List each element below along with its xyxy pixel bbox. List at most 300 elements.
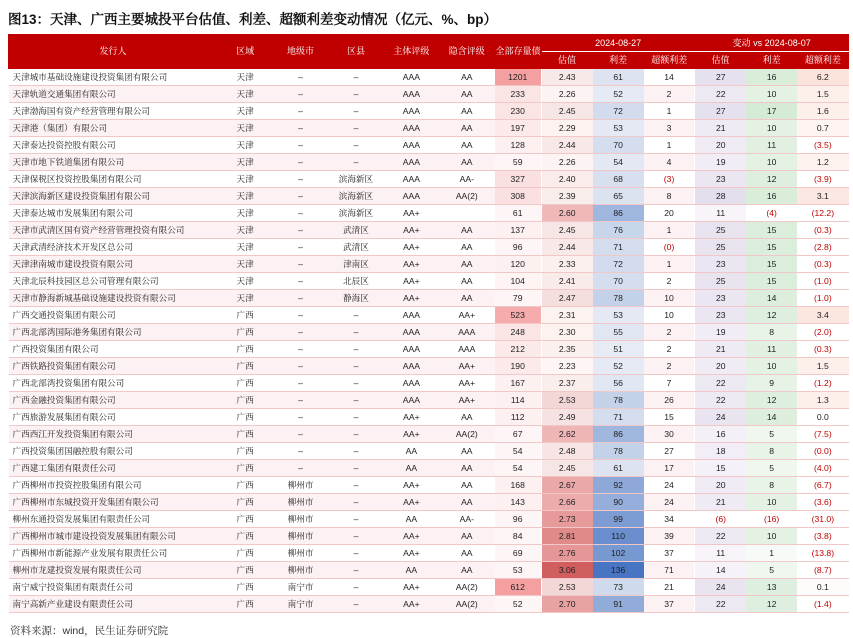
city-cell: – [273,358,328,375]
spread-cell: 51 [593,341,644,358]
spread-change-cell: 9 [746,375,797,392]
valuation-cell: 2.62 [541,426,592,443]
issuer-name: 广西北部湾投资集团有限公司 [9,375,218,392]
implied-rating-cell: AA [439,443,494,460]
district-cell: – [328,324,383,341]
table-row [9,307,849,324]
city-cell: – [273,222,328,239]
valuation-change-cell: 27 [695,103,746,120]
spread-change-cell: 1 [746,545,797,562]
city-cell: – [273,392,328,409]
total-volume-cell: 137 [495,222,542,239]
spread-cell: 136 [593,562,644,579]
table-row [9,290,849,307]
excess-spread-change-cell: (1.4) [797,596,848,613]
implied-rating-cell: AA [439,256,494,273]
spread-cell: 61 [593,69,644,86]
implied-rating-cell: AA(2) [439,596,494,613]
spread-change-cell: 5 [746,426,797,443]
rating-cell: AA+ [384,596,439,613]
implied-rating-cell: AA [439,103,494,120]
implied-rating-cell: AA [439,273,494,290]
page-title: 图13：天津、广西主要城投平台估值、利差、超额利差变动情况（亿元、%、bp） [8,12,498,27]
spread-change-cell: 15 [746,273,797,290]
implied-rating-cell: AA(2) [439,426,494,443]
excess-spread-cell: 14 [644,69,695,86]
issuer-name: 广西北部湾国际港务集团有限公司 [9,324,218,341]
issuer-name: 广西柳州市东城投资开发集团有限公司 [9,494,218,511]
issuer-name: 广西柳州市城市建设投资发展集团有限公司 [9,528,218,545]
excess-spread-change-cell: 1.3 [797,392,848,409]
district-cell: – [328,86,383,103]
spread-change-cell: 15 [746,222,797,239]
valuation-change-cell: 22 [695,86,746,103]
excess-spread-cell: 34 [644,511,695,528]
table-row [9,273,849,290]
header-issuer: 发行人 [9,35,218,69]
rating-cell: AA+ [384,239,439,256]
district-cell: – [328,137,383,154]
excess-spread-change-cell: (0.3) [797,256,848,273]
spread-change-cell: 10 [746,86,797,103]
issuer-name: 广西金融投资集团有限公司 [9,392,218,409]
source-note: 资料来源：wind，民生证券研究院 [10,625,169,637]
district-cell: – [328,392,383,409]
issuer-name: 广西柳州市新能源产业发展有限责任公司 [9,545,218,562]
excess-spread-change-cell: 0.7 [797,120,848,137]
excess-spread-change-cell: (1.0) [797,290,848,307]
issuer-name: 广西投资集团有限公司 [9,341,218,358]
table-row [9,69,849,86]
spread-change-cell: (4) [746,205,797,222]
region-cell: 天津 [217,69,272,86]
district-cell: – [328,409,383,426]
total-volume-cell: 120 [495,256,542,273]
spread-cell: 72 [593,256,644,273]
rating-cell: AA [384,443,439,460]
region-cell: 广西 [217,579,272,596]
total-volume-cell: 96 [495,511,542,528]
region-cell: 广西 [217,494,272,511]
city-cell: – [273,137,328,154]
city-cell: 南宁市 [273,596,328,613]
implied-rating-cell: AA [439,120,494,137]
spread-change-cell: 14 [746,409,797,426]
total-volume-cell: 54 [495,443,542,460]
region-cell: 广西 [217,528,272,545]
issuer-name: 天津渤海国有资产经营管理有限公司 [9,103,218,120]
total-volume-cell: 61 [495,205,542,222]
valuation-cell: 2.26 [541,154,592,171]
table-row [9,545,849,562]
issuer-name: 广西交通投资集团有限公司 [9,307,218,324]
region-cell: 天津 [217,222,272,239]
implied-rating-cell: AA(2) [439,188,494,205]
region-cell: 天津 [217,205,272,222]
valuation-cell: 2.26 [541,86,592,103]
excess-spread-cell: 15 [644,409,695,426]
header-excess-spread: 超额利差 [644,52,695,69]
district-cell: – [328,596,383,613]
rating-cell: AA+ [384,426,439,443]
region-cell: 广西 [217,562,272,579]
excess-spread-cell: 1 [644,222,695,239]
table-row [9,120,849,137]
table-row [9,562,849,579]
spread-cell: 72 [593,103,644,120]
implied-rating-cell: AA [439,409,494,426]
city-cell: – [273,443,328,460]
district-cell: – [328,120,383,137]
spread-cell: 68 [593,171,644,188]
issuer-name: 柳州市龙建投资发展有限责任公司 [9,562,218,579]
excess-spread-cell: 2 [644,273,695,290]
region-cell: 天津 [217,273,272,290]
spread-cell: 91 [593,596,644,613]
implied-rating-cell: AA [439,137,494,154]
implied-rating-cell: AAA [439,324,494,341]
district-cell: 滨海新区 [328,171,383,188]
valuation-change-cell: 27 [695,69,746,86]
spread-cell: 56 [593,375,644,392]
valuation-cell: 2.44 [541,239,592,256]
rating-cell: AAA [384,103,439,120]
total-volume-cell: 327 [495,171,542,188]
excess-spread-cell: 2 [644,358,695,375]
excess-spread-cell: 1 [644,137,695,154]
table-row [9,358,849,375]
region-cell: 天津 [217,154,272,171]
excess-spread-cell: 39 [644,528,695,545]
region-cell: 天津 [217,86,272,103]
excess-spread-change-cell: (3.8) [797,528,848,545]
header-spread: 利差 [593,52,644,69]
excess-spread-change-cell: 1.6 [797,103,848,120]
valuation-change-cell: 25 [695,239,746,256]
implied-rating-cell: AA [439,239,494,256]
table-row [9,528,849,545]
issuer-name: 天津市静海新城基础设施建设投资有限公司 [9,290,218,307]
table-row [9,341,849,358]
total-volume-cell: 54 [495,460,542,477]
issuer-name: 天津泰达投资控股有限公司 [9,137,218,154]
table-row [9,511,849,528]
district-cell: – [328,562,383,579]
implied-rating-cell: AA+ [439,392,494,409]
table-row [9,239,849,256]
rating-cell: AA [384,460,439,477]
valuation-change-cell: 15 [695,460,746,477]
header-change-group: 变动 vs 2024-08-07 [695,35,849,52]
excess-spread-change-cell: (13.8) [797,545,848,562]
valuation-cell: 2.60 [541,205,592,222]
rating-cell: AAA [384,86,439,103]
total-volume-cell: 52 [495,596,542,613]
data-table [8,34,849,613]
implied-rating-cell: AA [439,477,494,494]
implied-rating-cell: AA [439,69,494,86]
city-cell: 柳州市 [273,545,328,562]
excess-spread-cell: 1 [644,256,695,273]
rating-cell: AA+ [384,290,439,307]
header-valuation: 估值 [541,52,592,69]
spread-change-cell: 15 [746,256,797,273]
table-row [9,137,849,154]
total-volume-cell: 59 [495,154,542,171]
spread-change-cell: 12 [746,307,797,324]
district-cell: 津南区 [328,256,383,273]
table-row [9,256,849,273]
spread-cell: 102 [593,545,644,562]
excess-spread-change-cell: 3.4 [797,307,848,324]
rating-cell: AA+ [384,273,439,290]
spread-change-cell: 14 [746,290,797,307]
valuation-change-cell: 25 [695,222,746,239]
region-cell: 天津 [217,188,272,205]
district-cell: – [328,426,383,443]
excess-spread-change-cell: (2.0) [797,324,848,341]
issuer-name: 天津港（集团）有限公司 [9,120,218,137]
excess-spread-cell: 4 [644,154,695,171]
valuation-change-cell: 20 [695,477,746,494]
spread-change-cell: 5 [746,460,797,477]
excess-spread-cell: 2 [644,86,695,103]
implied-rating-cell: AA [439,528,494,545]
valuation-cell: 2.66 [541,494,592,511]
city-cell: 南宁市 [273,579,328,596]
issuer-name: 天津保税区投资控股集团有限公司 [9,171,218,188]
valuation-cell: 2.45 [541,103,592,120]
excess-spread-change-cell: (4.0) [797,460,848,477]
implied-rating-cell: AA- [439,511,494,528]
spread-cell: 70 [593,273,644,290]
valuation-change-cell: 25 [695,273,746,290]
city-cell: – [273,188,328,205]
valuation-cell: 2.31 [541,307,592,324]
total-volume-cell: 212 [495,341,542,358]
district-cell: – [328,579,383,596]
total-volume-cell: 523 [495,307,542,324]
district-cell: – [328,358,383,375]
issuer-name: 天津北辰科技园区总公司管理有限公司 [9,273,218,290]
city-cell: – [273,69,328,86]
city-cell: – [273,171,328,188]
excess-spread-cell: 10 [644,290,695,307]
rating-cell: AA+ [384,545,439,562]
valuation-change-cell: 24 [695,579,746,596]
valuation-change-cell: 21 [695,120,746,137]
spread-cell: 71 [593,239,644,256]
rating-cell: AAA [384,375,439,392]
total-volume-cell: 168 [495,477,542,494]
region-cell: 广西 [217,443,272,460]
valuation-change-cell: 20 [695,137,746,154]
table-row [9,103,849,120]
total-volume-cell: 248 [495,324,542,341]
city-cell: – [273,460,328,477]
region-cell: 广西 [217,375,272,392]
valuation-cell: 2.45 [541,460,592,477]
header-spread-change: 利差 [746,52,797,69]
total-volume-cell: 190 [495,358,542,375]
city-cell: – [273,324,328,341]
total-volume-cell: 128 [495,137,542,154]
excess-spread-cell: 17 [644,460,695,477]
spread-change-cell: 8 [746,324,797,341]
excess-spread-change-cell: (3.5) [797,137,848,154]
rating-cell: AAA [384,324,439,341]
implied-rating-cell [439,205,494,222]
table-row [9,579,849,596]
rating-cell: AAA [384,188,439,205]
issuer-name: 广西铁路投资集团有限公司 [9,358,218,375]
valuation-change-cell: 23 [695,256,746,273]
excess-spread-change-cell: 6.2 [797,69,848,86]
excess-spread-cell: (3) [644,171,695,188]
table-row [9,375,849,392]
excess-spread-cell: 27 [644,443,695,460]
city-cell: – [273,205,328,222]
rating-cell: AA+ [384,528,439,545]
issuer-name: 南宁威宁投资集团有限责任公司 [9,579,218,596]
region-cell: 广西 [217,460,272,477]
city-cell: 柳州市 [273,511,328,528]
excess-spread-cell: 71 [644,562,695,579]
region-cell: 广西 [217,307,272,324]
rating-cell: AA+ [384,409,439,426]
district-cell: 滨海新区 [328,205,383,222]
valuation-change-cell: 22 [695,392,746,409]
district-cell: – [328,477,383,494]
table-row [9,443,849,460]
district-cell: 北辰区 [328,273,383,290]
valuation-cell: 2.43 [541,69,592,86]
total-volume-cell: 69 [495,545,542,562]
total-volume-cell: 1201 [495,69,542,86]
excess-spread-change-cell: 1.5 [797,86,848,103]
table-row [9,392,849,409]
region-cell: 广西 [217,358,272,375]
spread-cell: 53 [593,120,644,137]
rating-cell: AA+ [384,477,439,494]
district-cell: – [328,307,383,324]
rating-cell: AAA [384,171,439,188]
district-cell: 静海区 [328,290,383,307]
issuer-name: 广西西江开发投资集团有限公司 [9,426,218,443]
rating-cell: AAA [384,69,439,86]
valuation-cell: 2.44 [541,137,592,154]
excess-spread-change-cell: 3.1 [797,188,848,205]
excess-spread-change-cell: 0.0 [797,409,848,426]
city-cell: – [273,426,328,443]
spread-change-cell: 10 [746,120,797,137]
valuation-cell: 2.35 [541,341,592,358]
district-cell: – [328,443,383,460]
region-cell: 广西 [217,392,272,409]
spread-change-cell: 17 [746,103,797,120]
table-body [9,69,849,613]
valuation-cell: 2.53 [541,579,592,596]
spread-cell: 52 [593,358,644,375]
city-cell: – [273,273,328,290]
table-row [9,460,849,477]
implied-rating-cell: AA [439,86,494,103]
spread-change-cell: 10 [746,154,797,171]
spread-change-cell: (16) [746,511,797,528]
region-cell: 天津 [217,290,272,307]
valuation-cell: 2.49 [541,409,592,426]
issuer-name: 广西投资集团国融控股有限公司 [9,443,218,460]
valuation-cell: 2.29 [541,120,592,137]
issuer-name: 天津武清经济技术开发区总公司 [9,239,218,256]
valuation-change-cell: 21 [695,494,746,511]
valuation-cell: 2.39 [541,188,592,205]
city-cell: 柳州市 [273,494,328,511]
spread-cell: 61 [593,460,644,477]
spread-cell: 73 [593,579,644,596]
implied-rating-cell: AA+ [439,307,494,324]
header-total-volume: 全部存量债 [495,35,542,69]
valuation-change-cell: 21 [695,341,746,358]
spread-cell: 78 [593,443,644,460]
rating-cell: AAA [384,120,439,137]
excess-spread-change-cell: (2.8) [797,239,848,256]
implied-rating-cell: AA [439,494,494,511]
rating-cell: AA+ [384,205,439,222]
excess-spread-cell: 37 [644,596,695,613]
rating-cell: AAA [384,307,439,324]
valuation-change-cell: 24 [695,409,746,426]
excess-spread-change-cell: (0.0) [797,443,848,460]
region-cell: 天津 [217,256,272,273]
spread-change-cell: 10 [746,494,797,511]
city-cell: – [273,239,328,256]
rating-cell: AAA [384,358,439,375]
excess-spread-cell: 20 [644,205,695,222]
valuation-cell: 2.45 [541,222,592,239]
city-cell: – [273,341,328,358]
valuation-cell: 2.70 [541,596,592,613]
valuation-cell: 2.23 [541,358,592,375]
region-cell: 广西 [217,477,272,494]
total-volume-cell: 233 [495,86,542,103]
region-cell: 天津 [217,120,272,137]
spread-change-cell: 12 [746,392,797,409]
header-excess-spread-change: 超额利差 [797,52,848,69]
issuer-name: 天津滨海新区建设投资集团有限公司 [9,188,218,205]
header-city: 地级市 [273,35,328,69]
spread-change-cell: 10 [746,358,797,375]
spread-cell: 92 [593,477,644,494]
spread-cell: 86 [593,426,644,443]
rating-cell: AA+ [384,579,439,596]
valuation-change-cell: 28 [695,188,746,205]
district-cell: – [328,494,383,511]
region-cell: 广西 [217,426,272,443]
valuation-change-cell: 19 [695,324,746,341]
spread-cell: 99 [593,511,644,528]
table-row [9,596,849,613]
region-cell: 广西 [217,511,272,528]
total-volume-cell: 143 [495,494,542,511]
total-volume-cell: 53 [495,562,542,579]
spread-change-cell: 10 [746,528,797,545]
district-cell: 武清区 [328,222,383,239]
table-row [9,426,849,443]
spread-cell: 86 [593,205,644,222]
city-cell: 柳州市 [273,477,328,494]
valuation-change-cell: 14 [695,562,746,579]
